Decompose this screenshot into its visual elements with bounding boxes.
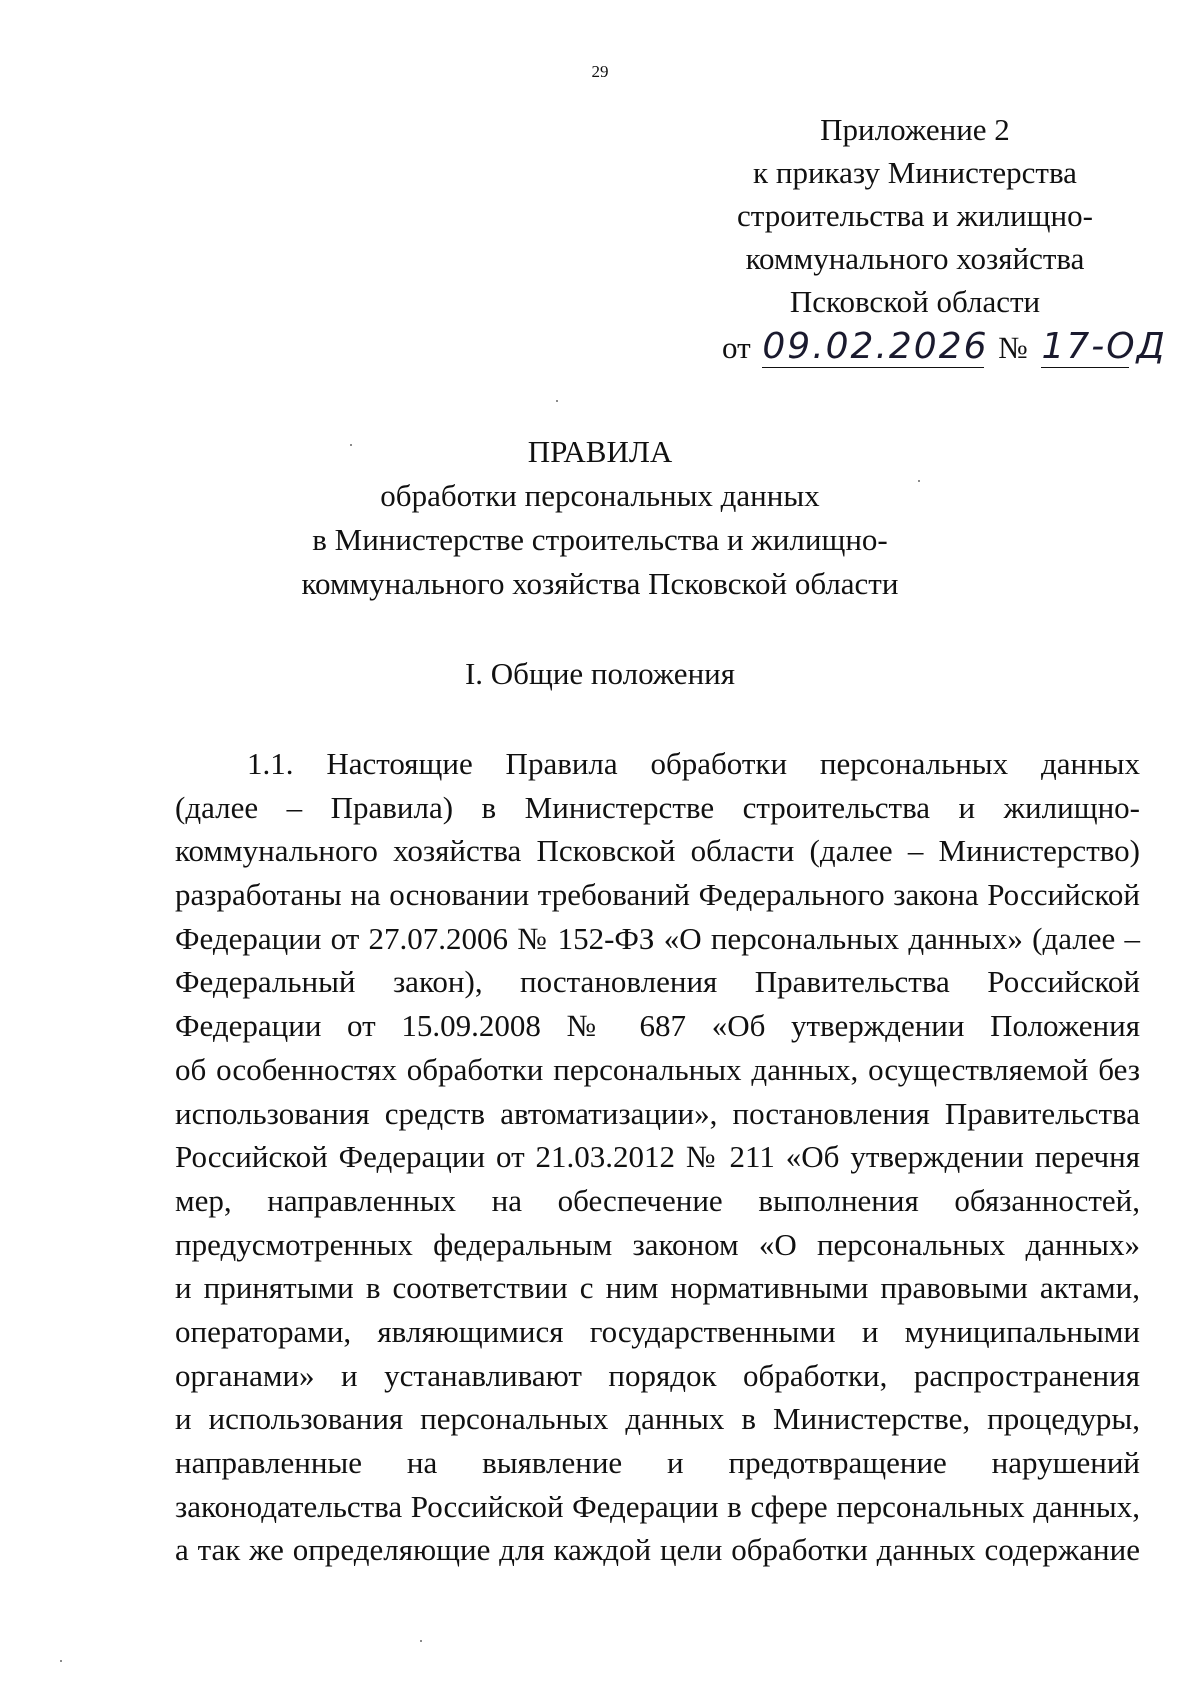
- paragraph-line: а так же определяющие для каждой цели обработки данных содержание: [175, 1532, 1140, 1568]
- paragraph-line: и использования персональных данных в Министерстве, процедуры,: [175, 1401, 1140, 1437]
- date-prefix: от: [722, 330, 751, 365]
- scan-speck: [420, 1640, 422, 1642]
- paragraph-line: Российской Федерации от 21.03.2012 № 211 «Об утверждении перечня: [175, 1139, 1140, 1175]
- title-line: обработки персональных данных: [380, 478, 820, 513]
- paragraph-line: Федеральный закон), постановления Правительства Российской: [175, 964, 1140, 1000]
- paragraph-line: Федерации от 27.07.2006 № 152-ФЗ «О персональных данных» (далее –: [175, 920, 1140, 956]
- document-title: [0, 430, 1200, 606]
- appendix-line: Псковской области: [789, 284, 1041, 319]
- title-line: в Министерстве строительства и жилищно-: [312, 522, 888, 557]
- scan-speck: [918, 480, 920, 482]
- paragraph-line: и принятыми в соответствии с ним нормативными правовыми актами,: [175, 1270, 1140, 1306]
- paragraph-line: предусмотренных федеральным законом «О персональных данных»: [175, 1226, 1140, 1262]
- scan-speck: [350, 444, 352, 446]
- paragraph-line: разработаны на основании требований Федерального закона Российской: [175, 877, 1140, 913]
- paragraph-line: 1.1. Настоящие Правила обработки персональных данных: [247, 746, 1140, 781]
- paragraph-line: об особенностях обработки персональных данных, осуществляемой без: [175, 1051, 1140, 1087]
- appendix-block: [690, 108, 1140, 323]
- appendix-line: Приложение 2: [820, 112, 1010, 147]
- paragraph-line: использования средств автоматизации», постановления Правительства: [175, 1095, 1140, 1131]
- paragraph-line: Федерации от 15.09.2008 № 687 «Об утверждении Положения: [175, 1008, 1140, 1044]
- paragraph-line: направленные на выявление и предотвращение нарушений: [175, 1445, 1140, 1480]
- scan-speck: [556, 400, 558, 402]
- paragraph-line: законодательства Российской Федерации в сфере персональных данных,: [175, 1488, 1140, 1524]
- appendix-line: к приказу Министерства: [753, 155, 1077, 190]
- scan-speck: [60, 1660, 62, 1662]
- appendix-line: строительства и жилищно-: [737, 198, 1093, 233]
- paragraph-line: мер, направленных на обеспечение выполнения обязанностей,: [175, 1182, 1140, 1218]
- number-prefix: №: [998, 330, 1028, 365]
- paragraph-line: коммунального хозяйства Псковской области (далее – Министерство): [175, 833, 1140, 869]
- page-number: 29: [591, 62, 609, 81]
- paragraph-line: операторами, являющимися государственными и муниципальными: [175, 1313, 1140, 1349]
- paragraph-1-1: [175, 742, 1140, 1572]
- title-line: коммунального хозяйства Псковской области: [301, 566, 899, 601]
- title-heading: ПРАВИЛА: [527, 434, 673, 469]
- handwritten-number: 17-ОД: [1041, 326, 1167, 367]
- paragraph-line: органами» и устанавливают порядок обработки, распространения: [175, 1357, 1140, 1393]
- handwritten-date: 09.02.2026: [762, 326, 989, 367]
- order-date-line: [722, 326, 1167, 368]
- appendix-line: коммунального хозяйства: [745, 241, 1085, 276]
- section-heading: I. Общие положения: [464, 656, 736, 691]
- paragraph-line: (далее – Правила) в Министерстве строительства и жилищно-: [175, 789, 1140, 825]
